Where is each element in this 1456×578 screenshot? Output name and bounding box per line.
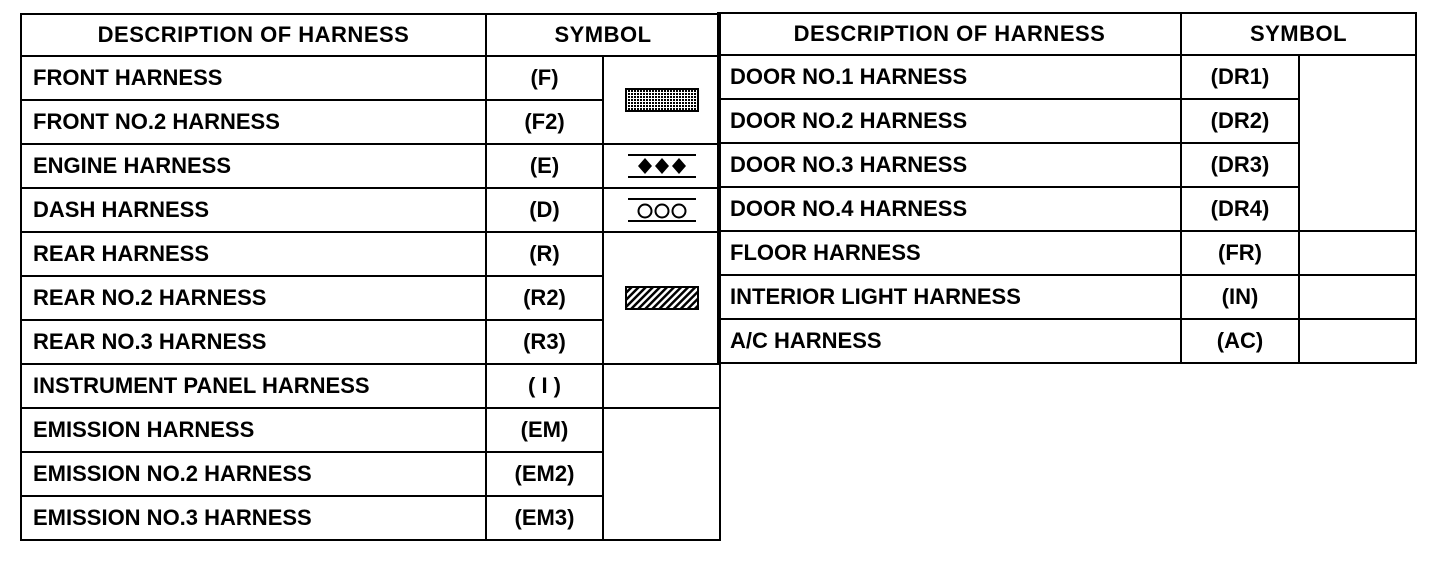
harness-description: DOOR NO.1 HARNESS bbox=[718, 55, 1181, 99]
dotted-fill-bar-icon bbox=[625, 87, 699, 113]
harness-code: (F) bbox=[486, 56, 603, 100]
empty-symbol-cell bbox=[1299, 231, 1416, 275]
harness-description: INTERIOR LIGHT HARNESS bbox=[718, 275, 1181, 319]
rear-harness-symbol bbox=[603, 232, 720, 364]
harness-description: REAR NO.3 HARNESS bbox=[21, 320, 486, 364]
harness-code: (R2) bbox=[486, 276, 603, 320]
harness-code: (R) bbox=[486, 232, 603, 276]
harness-description: ENGINE HARNESS bbox=[21, 144, 486, 188]
harness-code: (DR2) bbox=[1181, 99, 1299, 143]
table-row bbox=[21, 56, 720, 100]
harness-code: ( I ) bbox=[486, 364, 603, 408]
empty-symbol-cell bbox=[1299, 55, 1416, 231]
harness-description: A/C HARNESS bbox=[718, 319, 1181, 363]
diagonal-hatch-bar-icon bbox=[625, 285, 699, 311]
filled-diamonds-line-icon bbox=[625, 151, 699, 181]
empty-symbol-cell bbox=[603, 408, 720, 540]
harness-code: (EM3) bbox=[486, 496, 603, 540]
harness-description: DOOR NO.2 HARNESS bbox=[718, 99, 1181, 143]
harness-code: (DR3) bbox=[1181, 143, 1299, 187]
header-symbol: SYMBOL bbox=[1181, 13, 1416, 55]
table-row bbox=[21, 188, 720, 232]
harness-description: EMISSION NO.3 HARNESS bbox=[21, 496, 486, 540]
harness-description: EMISSION HARNESS bbox=[21, 408, 486, 452]
harness-code: (D) bbox=[486, 188, 603, 232]
table-row bbox=[21, 144, 720, 188]
harness-code: (EM) bbox=[486, 408, 603, 452]
harness-description: FRONT NO.2 HARNESS bbox=[21, 100, 486, 144]
harness-code: (IN) bbox=[1181, 275, 1299, 319]
empty-symbol-cell bbox=[603, 364, 720, 408]
table-row bbox=[21, 364, 720, 408]
table-row bbox=[21, 232, 720, 276]
engine-harness-symbol bbox=[603, 144, 720, 188]
empty-symbol-cell bbox=[1299, 275, 1416, 319]
harness-table-right bbox=[717, 12, 1417, 364]
harness-description: FRONT HARNESS bbox=[21, 56, 486, 100]
dash-harness-symbol bbox=[603, 188, 720, 232]
header-description: DESCRIPTION OF HARNESS bbox=[21, 14, 486, 56]
harness-description: EMISSION NO.2 HARNESS bbox=[21, 452, 486, 496]
harness-description: DOOR NO.4 HARNESS bbox=[718, 187, 1181, 231]
front-harness-symbol bbox=[603, 56, 720, 144]
table-row bbox=[718, 319, 1416, 363]
empty-symbol-cell bbox=[1299, 319, 1416, 363]
hollow-circles-line-icon bbox=[625, 195, 699, 225]
table-row bbox=[21, 408, 720, 452]
harness-code: (DR4) bbox=[1181, 187, 1299, 231]
harness-code: (E) bbox=[486, 144, 603, 188]
harness-code: (DR1) bbox=[1181, 55, 1299, 99]
harness-code: (AC) bbox=[1181, 319, 1299, 363]
harness-description: FLOOR HARNESS bbox=[718, 231, 1181, 275]
harness-description: INSTRUMENT PANEL HARNESS bbox=[21, 364, 486, 408]
table-row bbox=[718, 231, 1416, 275]
harness-description: DASH HARNESS bbox=[21, 188, 486, 232]
harness-description: REAR HARNESS bbox=[21, 232, 486, 276]
harness-code: (EM2) bbox=[486, 452, 603, 496]
harness-table-left bbox=[20, 13, 721, 541]
harness-description: REAR NO.2 HARNESS bbox=[21, 276, 486, 320]
harness-code: (R3) bbox=[486, 320, 603, 364]
harness-description: DOOR NO.3 HARNESS bbox=[718, 143, 1181, 187]
table-row bbox=[718, 55, 1416, 99]
header-symbol: SYMBOL bbox=[486, 14, 720, 56]
header-description: DESCRIPTION OF HARNESS bbox=[718, 13, 1181, 55]
table-row bbox=[718, 275, 1416, 319]
harness-code: (F2) bbox=[486, 100, 603, 144]
harness-code: (FR) bbox=[1181, 231, 1299, 275]
